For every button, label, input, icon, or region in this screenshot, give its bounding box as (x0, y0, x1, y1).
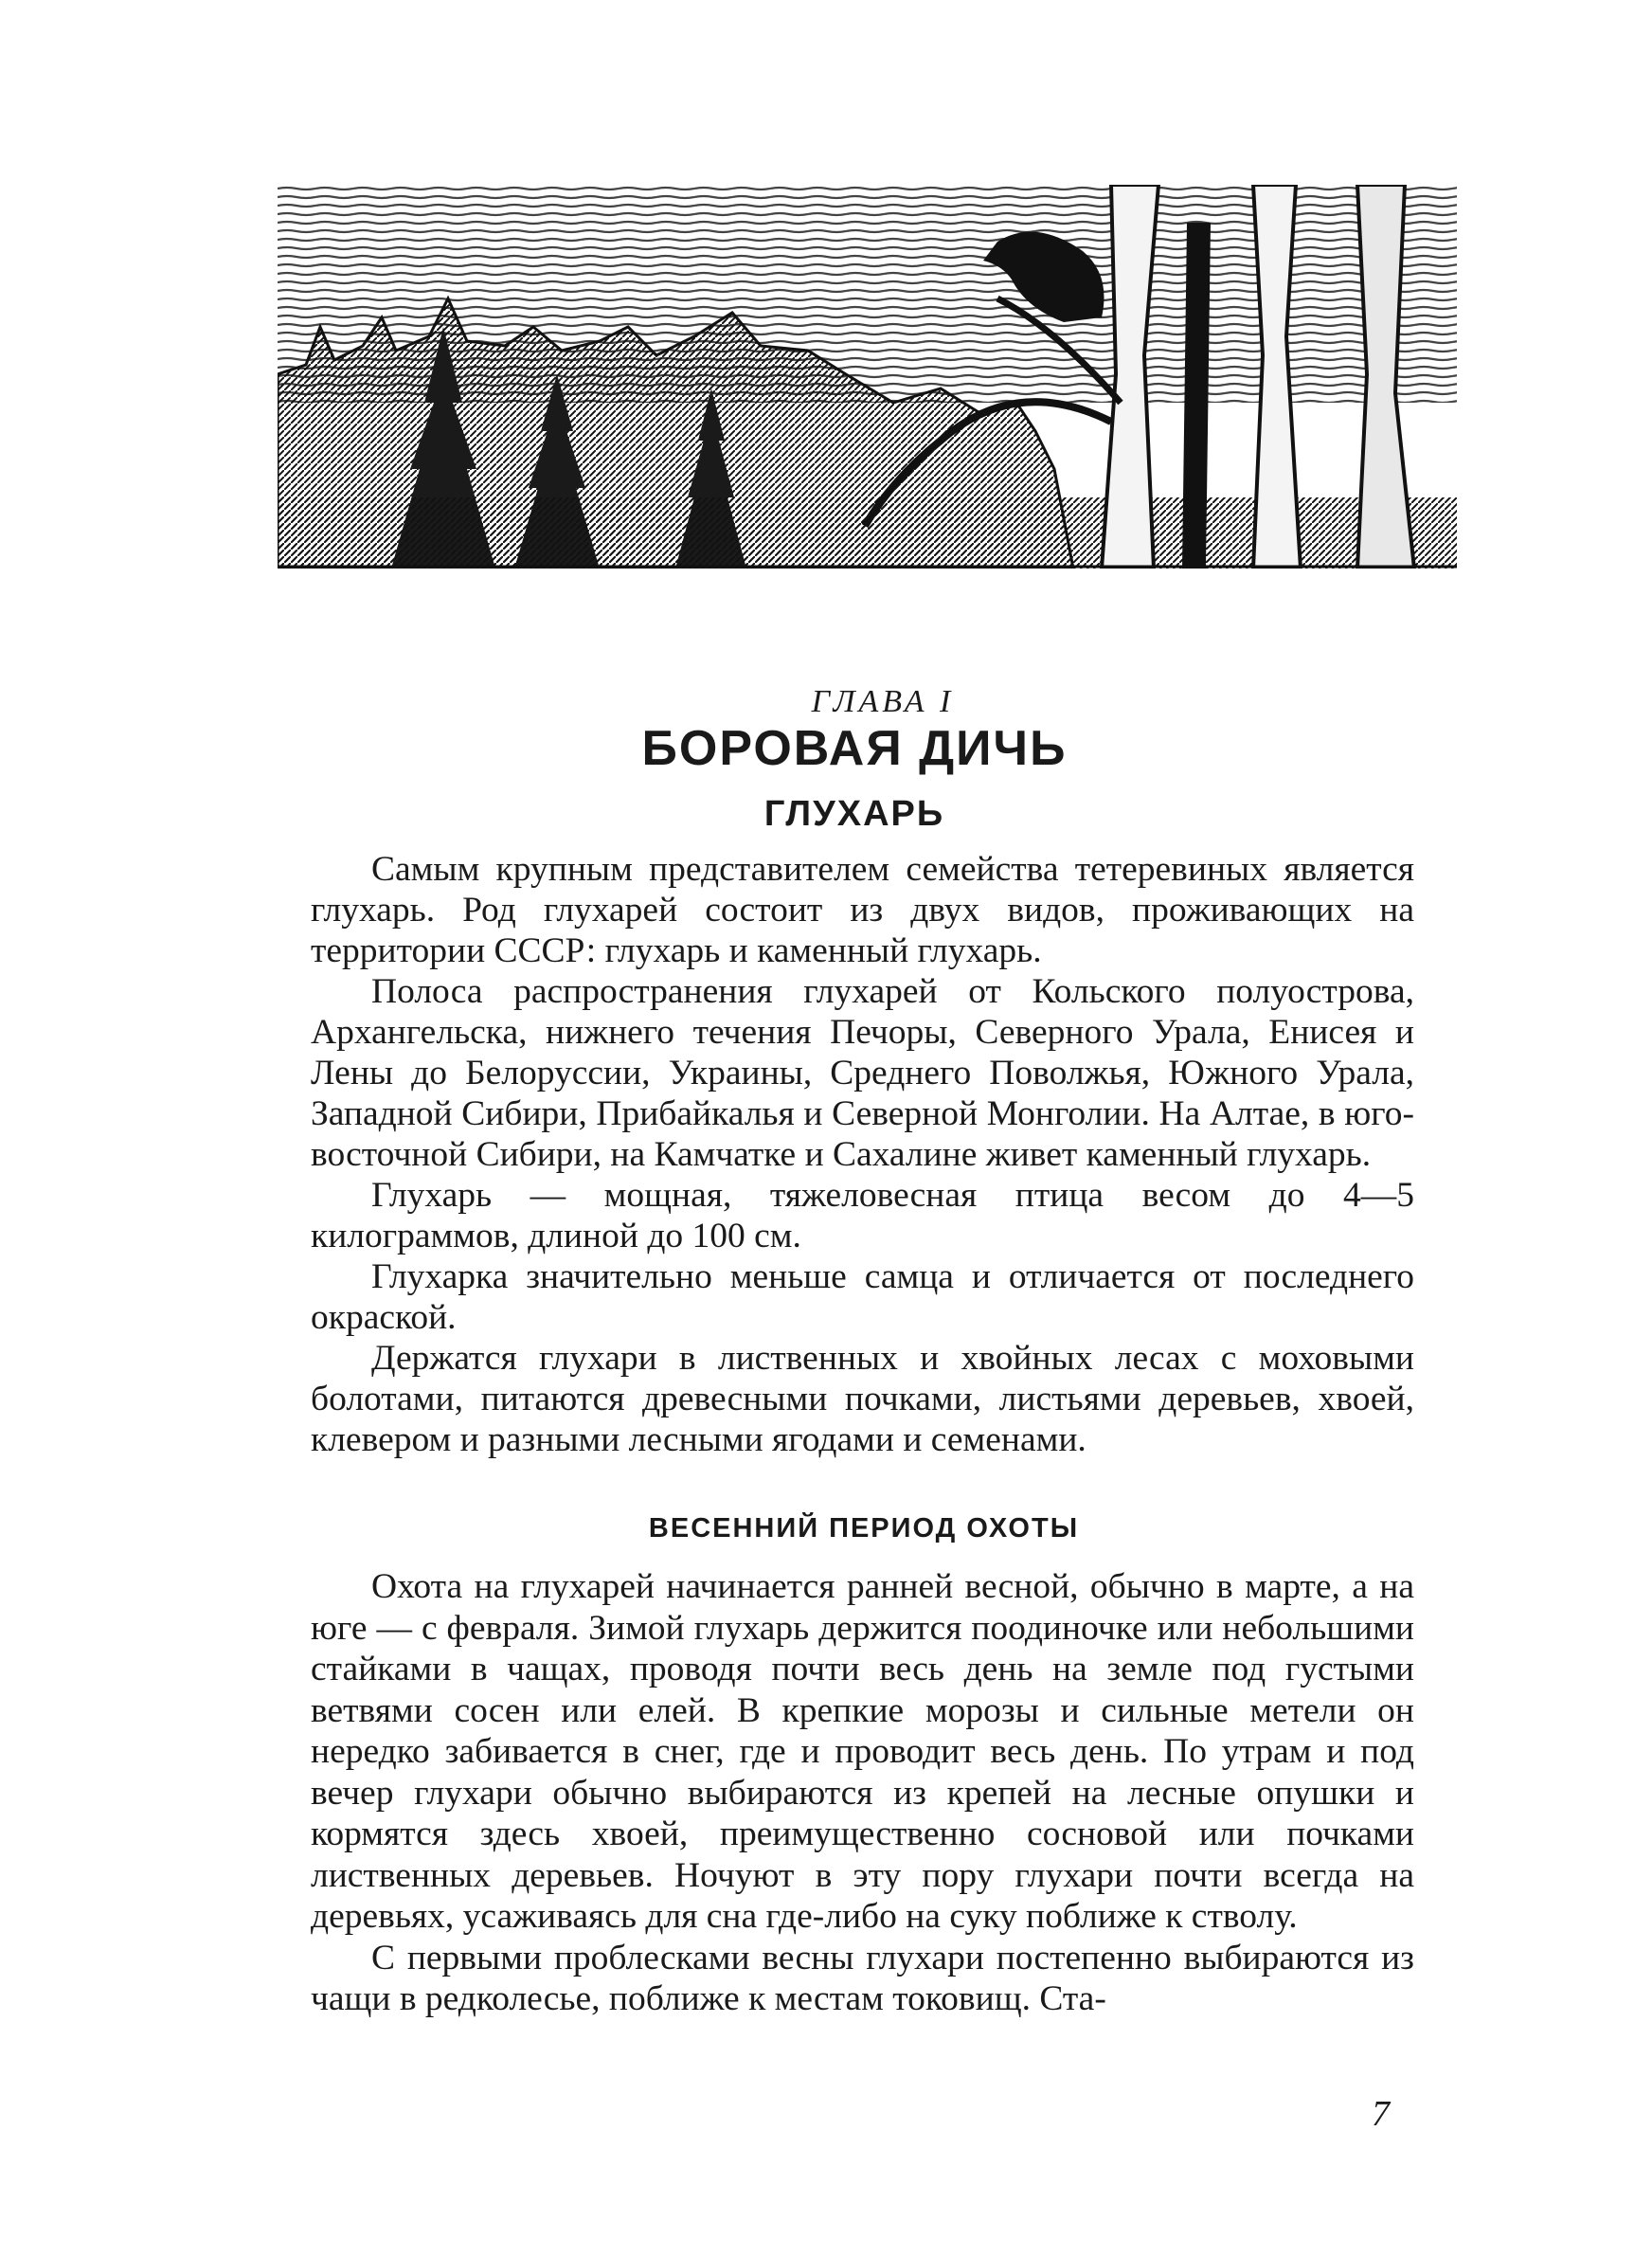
section-title: ГЛУХАРЬ (763, 794, 945, 834)
paragraph: Полоса распространения глухарей от Кольского полуострова, Архангельска, нижнего течения Печоры, Северного Урала, Енисея и Лены до Белоруссии, Украины, Среднего Поволжья, Южного Урала, Западной Сибири, Прибайкалья и Северной Монголии. На Алтае, в юго-восточной Сибири, на Камчатке и Сахалине живет каменный глухарь. (311, 972, 1414, 1174)
tree-trunk (1182, 223, 1211, 569)
page-number: 7 (1372, 2094, 1390, 2134)
paragraph: Держатся глухари в лиственных и хвойных лесах с моховыми болотами, питаются древесными почками, листьями деревьев, хвоей, клевером и разными лесными ягодами и семенами. (311, 1339, 1414, 1459)
paragraph: Самым крупным представителем семейства тетеревиных является глухарь. Род глухарей состоит из двух видов, проживающих на территории СССР: глухарь и каменный глухарь. (311, 850, 1414, 970)
subsection-heading: ВЕСЕННИЙ ПЕРИОД ОХОТЫ (648, 1513, 1080, 1544)
paragraph: Глухарь — мощная, тяжеловесная птица весом до 4—5 килограммов, длиной до 100 см. (311, 1176, 1414, 1255)
forest-capercaillie-illustration (278, 185, 1457, 569)
hunting-text (311, 1566, 1414, 2020)
main-text (311, 849, 1414, 1460)
paragraph: С первыми проблесками весны глухари постепенно выбираются из чащи в редколесье, поближе к местам токовищ. Ста- (311, 1938, 1414, 2018)
chapter-label: ГЛАВА I (811, 684, 955, 719)
paragraph: Глухарка значительно меньше самца и отличается от последнего окраской. (311, 1257, 1414, 1337)
paragraph: Охота на глухарей начинается ранней весной, обычно в марте, а на юге — с февраля. Зимой глухарь держится поодиночке или небольшими стайками в чащах, проводя почти весь день на земле под густыми ветвями сосен или елей. В крепкие морозы и сильные метели он нередко забивается в снег, где и проводит весь день. По утрам и под вечер глухари обычно выбираются из крепей на лесные опушки и кормятся здесь хвоей, преимущественно сосновой или почками лиственных деревьев. Ночуют в эту пору глухари почти всегда на деревьях, усаживаясь для сна где-либо на суку поближе к стволу. (311, 1567, 1414, 1936)
chapter-title: БОРОВАЯ ДИЧЬ (641, 721, 1068, 776)
